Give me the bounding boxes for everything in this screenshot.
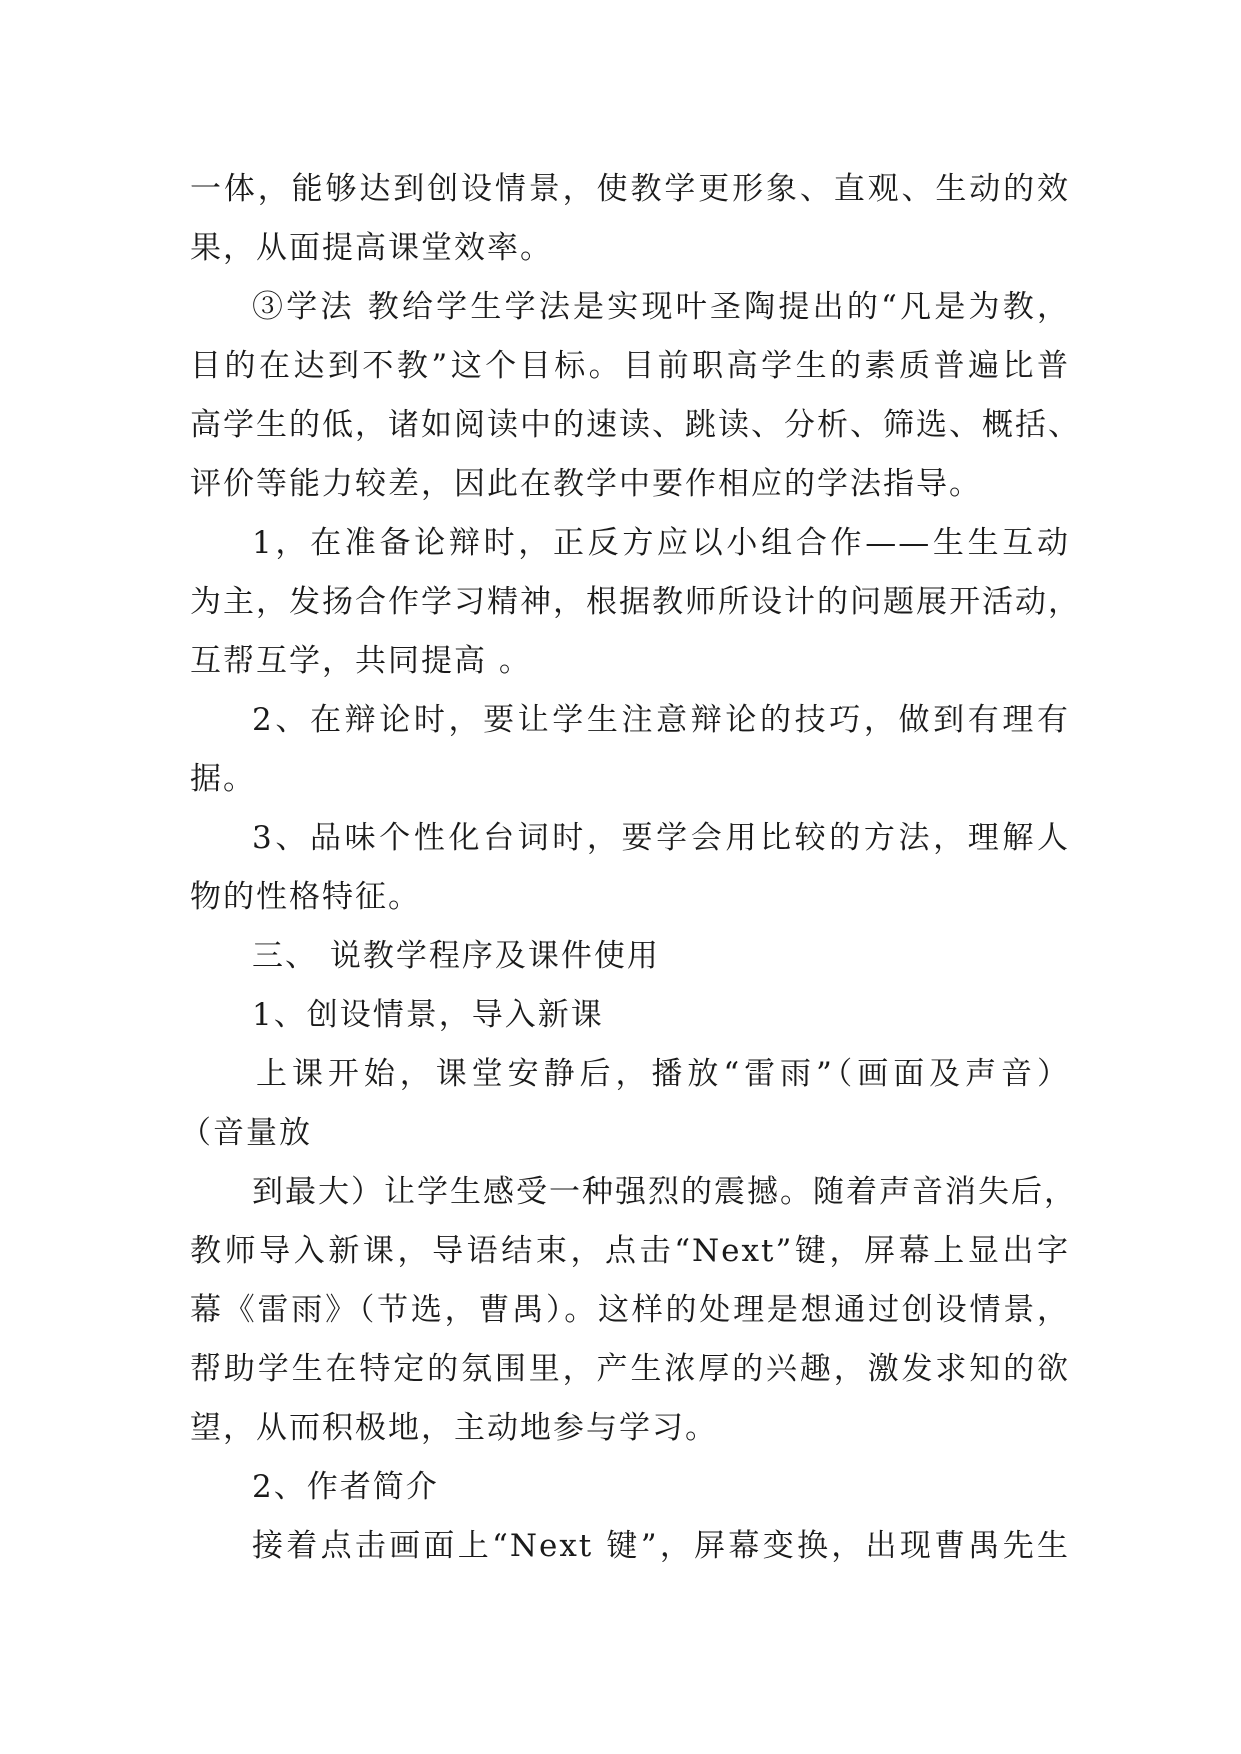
text-line: 帮助学生在特定的氛围里，产生浓厚的兴趣，激发求知的欲 [190, 1351, 1070, 1387]
text-line: 望，从而积极地，主动地参与学习。 [190, 1410, 718, 1446]
text-line: 1，在准备论辩时，正反方应以小组合作——生生互动 [252, 525, 1070, 561]
text-line: 据。 [190, 761, 256, 797]
body-text [180, 160, 1081, 1576]
subsection-heading: 1、创设情景，导入新课 [252, 997, 604, 1033]
text-line: 上课开始，课堂安静后，播放“雷雨”（画面及声音） [256, 1056, 1070, 1092]
text-line: 接着点击画面上“Next 键”，屏幕变换，出现曹禺先生 [252, 1528, 1070, 1564]
text-line: 3、品味个性化台词时，要学会用比较的方法，理解人 [252, 820, 1070, 856]
text-line: 为主，发扬合作学习精神，根据教师所设计的问题展开活动， [190, 584, 1081, 620]
text-line: 互帮互学，共同提高 。 [190, 643, 532, 679]
text-line: 高学生的低，诸如阅读中的速读、跳读、分析、筛选、概括、 [190, 407, 1081, 443]
subsection-heading: 2、作者简介 [252, 1469, 439, 1505]
text-line: 果，从面提高课堂效率。 [190, 230, 553, 266]
text-line: 目的在达到不教”这个目标。目前职高学生的素质普遍比普 [190, 348, 1070, 384]
text-line: ③学法 教给学生学法是实现叶圣陶提出的“凡是为教， [252, 289, 1070, 325]
text-line: 教师导入新课，导语结束，点击“Next”键，屏幕上显出字 [190, 1233, 1070, 1269]
text-line: 物的性格特征。 [190, 879, 421, 915]
text-line: 一体，能够达到创设情景，使教学更形象、直观、生动的效 [190, 171, 1070, 207]
text-line: 2、在辩论时，要让学生注意辩论的技巧，做到有理有 [252, 702, 1070, 738]
text-line: 到最大）让学生感受一种强烈的震撼。随着声音消失后， [252, 1174, 1077, 1210]
text-line: 评价等能力较差，因此在教学中要作相应的学法指导。 [190, 466, 982, 502]
text-line: （音量放 [180, 1115, 312, 1151]
text-line: 幕《雷雨》（节选，曹禺）。这样的处理是想通过创设情景， [190, 1292, 1070, 1328]
section-heading: 三、 说教学程序及课件使用 [252, 938, 660, 974]
